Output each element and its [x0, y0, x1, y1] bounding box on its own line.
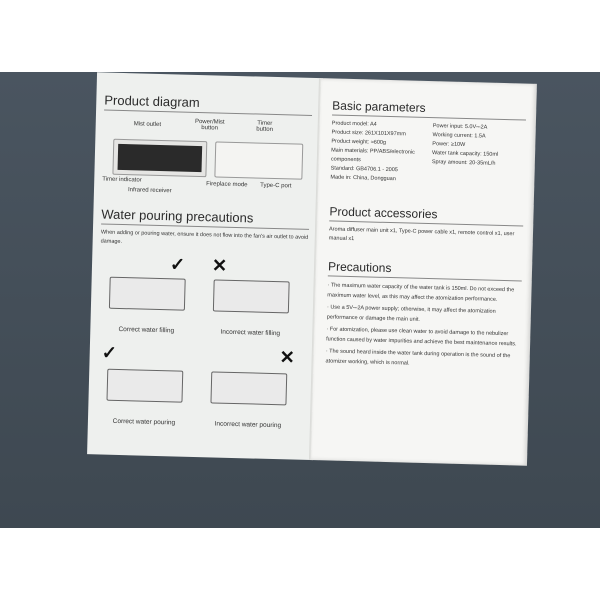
water-pouring-intro: When adding or pouring water, ensure it does not flow into the fan's air outlet to avoid damage. — [100, 229, 309, 246]
panel-correct-filling — [98, 250, 196, 334]
precaution-item: · Use a 5V⎓2A power supply; otherwise, it may affect the atomization performance or damage the main unit. — [326, 304, 496, 323]
product-diagram — [102, 117, 312, 212]
check-icon: ✓ — [101, 342, 118, 363]
product-diagram-title: Product diagram — [104, 93, 312, 116]
device-side-illustration — [214, 141, 303, 179]
instruction-booklet — [87, 72, 537, 465]
panel-caption: Incorrect water filling — [220, 328, 281, 338]
params-right-col — [431, 122, 526, 187]
device-front-illustration — [112, 139, 207, 177]
precautions-list — [325, 280, 521, 371]
product-accessories-text: Aroma diffuser main unit x1, Type-C power cable x1, remote control x1, user manual x1 — [328, 226, 515, 243]
param-line: Main materials: PP/ABS/electronic components — [330, 147, 415, 164]
panel-incorrect-pouring — [200, 345, 298, 429]
precaution-item: · The maximum water capacity of the water tank is 150ml. Do not exceed the maximum water level, as this may affect the atomization performance. — [327, 282, 515, 303]
cross-icon: ✕ — [279, 347, 296, 368]
tank-illustration — [109, 277, 186, 311]
param-line: Standard: GB4706.1 - 2005 — [330, 165, 398, 174]
param-line: Power: ≥10W — [432, 141, 466, 148]
label-timer-indicator: Timer indicator — [102, 176, 142, 184]
water-pouring-illustrations — [96, 250, 309, 440]
param-line: Power input: 5.0V⎓2A — [432, 123, 488, 131]
param-line: Water tank capacity: 150ml — [431, 150, 499, 158]
panel-caption: Correct water pouring — [112, 417, 176, 427]
param-line: Working current: 1.5A — [432, 132, 486, 140]
tank-illustration — [210, 371, 287, 405]
product-accessories-title: Product accessories — [329, 204, 523, 226]
label-timer-button: Timer button — [256, 120, 274, 133]
params-left-col — [330, 119, 425, 184]
right-page — [311, 78, 537, 466]
param-line: Spray amount: 20-35mL/h — [431, 159, 496, 167]
precaution-item: · For atomization, please use clean water to avoid damage to the nebulizer function caused by water impurities and achieve the best maintenance results. — [326, 326, 517, 348]
tank-illustration — [106, 369, 183, 403]
label-type-c-port: Type-C port — [260, 182, 292, 190]
param-line: Product size: 261X101X97mm — [331, 129, 406, 138]
panel-caption: Correct water filling — [118, 325, 175, 335]
panel-correct-pouring — [96, 342, 194, 426]
label-mist-outlet: Mist outlet — [133, 121, 162, 128]
check-icon: ✓ — [169, 254, 186, 275]
label-infrared-receiver: Infrared receiver — [127, 187, 172, 195]
left-page — [87, 72, 321, 460]
precaution-item: · The sound heard inside the water tank during operation is the sound of the atomizer working, which is normal. — [325, 348, 511, 367]
param-line: Product model: A4 — [331, 120, 377, 128]
param-line: Product weight: ≈600g — [331, 138, 387, 146]
param-line: Made in: China, Dongguan — [330, 174, 396, 183]
label-fireplace-mode: Fireplace mode — [206, 181, 248, 189]
fireplace-screen — [118, 144, 203, 172]
panel-caption: Incorrect water pouring — [214, 420, 282, 430]
water-pouring-title: Water pouring precautions — [101, 206, 309, 229]
precautions-title: Precautions — [328, 259, 522, 281]
basic-parameters-table — [330, 119, 526, 187]
basic-parameters-title: Basic parameters — [332, 98, 526, 120]
tank-illustration — [213, 279, 290, 313]
cross-icon: ✕ — [211, 255, 228, 276]
label-power-mist-button: Power/Mist button — [194, 118, 225, 132]
panel-incorrect-filling — [202, 253, 300, 337]
